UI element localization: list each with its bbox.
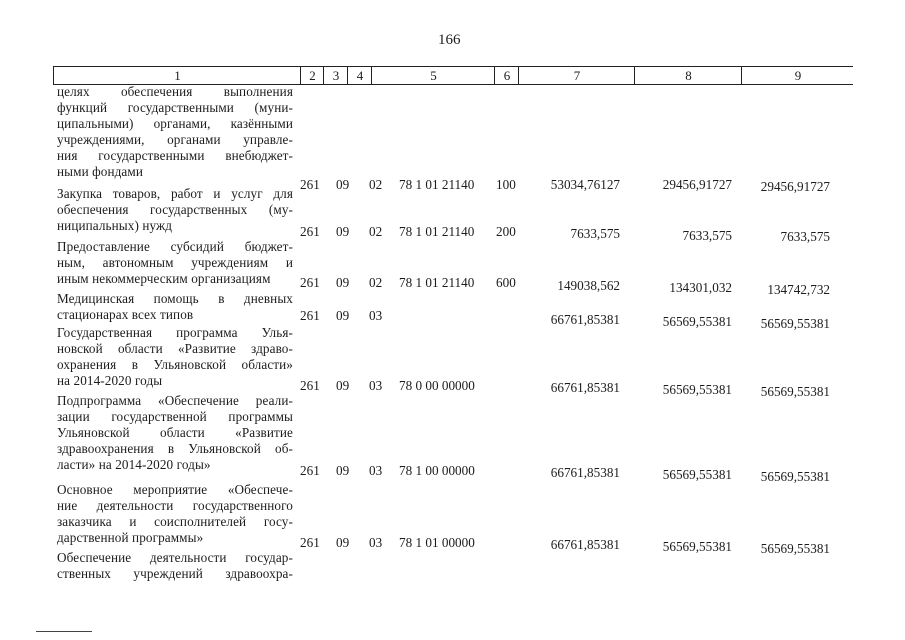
header-col-8: 8	[634, 67, 742, 84]
cell-col-3: 09	[336, 177, 350, 192]
cell-col-9: 7633,575	[780, 229, 830, 244]
cell-col-3: 09	[336, 308, 350, 323]
cell-col-6: 100	[496, 177, 516, 192]
desc-line: Государственная программа Улья-	[57, 325, 293, 340]
header-col-9: 9	[741, 67, 854, 84]
cell-col-8: 29456,91727	[662, 177, 732, 192]
header-col-7: 7	[518, 67, 635, 84]
cell-col-7: 66761,85381	[550, 312, 620, 327]
cell-col-4: 02	[369, 224, 383, 239]
desc-line: на 2014-2020 годы	[57, 373, 163, 388]
desc-line: ласти» на 2014-2020 годы»	[57, 457, 211, 472]
cell-col-2: 261	[300, 224, 320, 239]
cell-col-4: 03	[369, 378, 383, 393]
cell-col-5: 78 1 01 21140	[399, 224, 475, 239]
cell-col-9: 56569,55381	[760, 541, 830, 556]
header-col-5: 5	[371, 67, 495, 84]
cell-col-8: 56569,55381	[662, 382, 732, 397]
cell-col-3: 09	[336, 535, 350, 550]
cell-col-2: 261	[300, 463, 320, 478]
row-description	[57, 325, 293, 389]
cell-col-9: 134742,732	[767, 282, 830, 297]
desc-line: ципальными) органами, казёнными	[57, 116, 293, 131]
cell-col-6: 200	[496, 224, 516, 239]
cell-col-3: 09	[336, 275, 350, 290]
desc-line: охранения в Ульяновской области»	[57, 357, 293, 372]
page-number: 166	[438, 32, 461, 48]
desc-line: ние деятельности государственного	[57, 498, 293, 513]
cell-col-7: 66761,85381	[550, 465, 620, 480]
cell-col-8: 56569,55381	[662, 467, 732, 482]
header-col-2: 2	[300, 67, 324, 84]
row-description	[57, 482, 293, 546]
cell-col-2: 261	[300, 275, 320, 290]
cell-col-8: 7633,575	[682, 228, 732, 243]
cell-col-3: 09	[336, 378, 350, 393]
header-col-1: 1	[53, 67, 301, 84]
row-description	[57, 550, 293, 582]
table-header	[53, 66, 853, 85]
cell-col-6: 600	[496, 275, 516, 290]
desc-line: иным некоммерческим организациям	[57, 271, 271, 286]
header-col-3: 3	[323, 67, 348, 84]
desc-line: Основное мероприятие «Обеспече-	[57, 482, 293, 497]
cell-col-4: 03	[369, 308, 383, 323]
cell-col-2: 261	[300, 378, 320, 393]
cell-col-2: 261	[300, 308, 320, 323]
desc-line: новской области «Развитие здраво-	[57, 341, 293, 356]
desc-line: Предоставление субсидий бюджет-	[57, 239, 293, 254]
cell-col-4: 02	[369, 275, 383, 290]
cell-col-7: 7633,575	[570, 226, 620, 241]
footer-rule	[36, 631, 92, 632]
desc-line: функций государственными (муни-	[57, 100, 293, 115]
cell-col-2: 261	[300, 177, 320, 192]
desc-line: ния государственными внебюджет-	[57, 148, 293, 163]
cell-col-2: 261	[300, 535, 320, 550]
desc-line: дарственной программы»	[57, 530, 204, 545]
cell-col-4: 03	[369, 535, 383, 550]
row-description	[57, 393, 293, 473]
cell-col-5: 78 1 01 00000	[399, 535, 475, 550]
cell-col-7: 149038,562	[557, 278, 620, 293]
cell-col-9: 56569,55381	[760, 384, 830, 399]
desc-line: целях обеспечения выполнения	[57, 84, 293, 99]
cell-col-5: 78 1 01 21140	[399, 275, 475, 290]
cell-col-7: 66761,85381	[550, 537, 620, 552]
desc-line: Закупка товаров, работ и услуг для	[57, 186, 293, 201]
desc-line: ственных учреждений здравоохра-	[57, 566, 293, 581]
row-description	[57, 239, 293, 287]
cell-col-8: 56569,55381	[662, 314, 732, 329]
row-description	[57, 186, 293, 234]
cell-col-5: 78 1 00 00000	[399, 463, 475, 478]
desc-line: ными фондами	[57, 164, 143, 179]
header-col-6: 6	[494, 67, 519, 84]
cell-col-9: 56569,55381	[760, 316, 830, 331]
cell-col-3: 09	[336, 224, 350, 239]
desc-line: зации государственной программы	[57, 409, 293, 424]
cell-col-8: 56569,55381	[662, 539, 732, 554]
cell-col-3: 09	[336, 463, 350, 478]
cell-col-5: 78 1 01 21140	[399, 177, 475, 192]
header-col-4: 4	[347, 67, 372, 84]
desc-line: ным, автономным учреждениям и	[57, 255, 293, 270]
desc-line: учреждениями, органами управле-	[57, 132, 293, 147]
desc-line: Ульяновской области «Развитие	[57, 425, 293, 440]
desc-line: обеспечения государственных (му-	[57, 202, 293, 217]
desc-line: здравоохранения в Ульяновской об-	[57, 441, 293, 456]
cell-col-4: 02	[369, 177, 383, 192]
cell-col-4: 03	[369, 463, 383, 478]
desc-line: Обеспечение деятельности государ-	[57, 550, 293, 565]
desc-line: Медицинская помощь в дневных	[57, 291, 293, 306]
row-description	[57, 84, 293, 180]
cell-col-8: 134301,032	[669, 280, 732, 295]
desc-line: стационарах всех типов	[57, 307, 194, 322]
desc-line: Подпрограмма «Обеспечение реали-	[57, 393, 293, 408]
row-description	[57, 291, 293, 323]
desc-line: заказчика и соисполнителей госу-	[57, 514, 293, 529]
cell-col-9: 56569,55381	[760, 469, 830, 484]
cell-col-5: 78 0 00 00000	[399, 378, 475, 393]
cell-col-7: 53034,76127	[550, 177, 620, 192]
cell-col-7: 66761,85381	[550, 380, 620, 395]
cell-col-9: 29456,91727	[760, 179, 830, 194]
desc-line: ниципальных) нужд	[57, 218, 173, 233]
